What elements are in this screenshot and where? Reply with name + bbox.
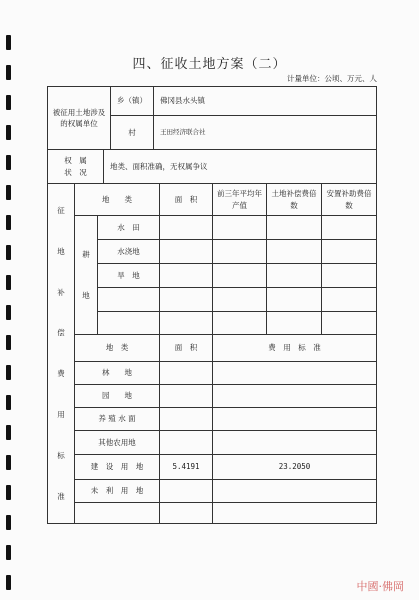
fee-cell <box>212 502 377 524</box>
row-label: 水 田 <box>117 222 140 232</box>
owner-label-cell <box>47 86 111 150</box>
table-cell <box>321 287 377 312</box>
vertical-char: 地 <box>57 246 65 256</box>
ownership-label-cell <box>47 149 104 184</box>
vertical-char: 用 <box>57 410 65 420</box>
table-cell <box>266 311 322 335</box>
header-resettlement-subsidy <box>321 183 377 216</box>
town-label-cell <box>110 86 154 116</box>
binder-holes <box>2 0 12 600</box>
binder-hole <box>6 515 11 530</box>
area-value: 5.4191 <box>172 462 200 472</box>
table-cell <box>212 311 267 335</box>
fee-cell <box>212 361 377 385</box>
other-header-area <box>159 334 213 362</box>
owner-label: 被征用土地涉及的权属单位 <box>52 107 106 128</box>
header-area <box>159 183 213 216</box>
cultivated-land-label <box>74 215 98 335</box>
row-label: 未 利 用 地 <box>90 486 144 496</box>
village-label-cell <box>110 115 154 150</box>
table-cell <box>266 239 322 264</box>
table-cell <box>159 311 213 335</box>
other-header-fee-standard-label: 费 用 标 准 <box>268 343 321 353</box>
binder-hole <box>6 545 11 560</box>
table-row <box>74 384 160 408</box>
table-cell <box>321 263 377 288</box>
other-header-area-label: 面 积 <box>174 343 198 353</box>
table-row <box>74 361 160 385</box>
table-row <box>97 263 160 288</box>
binder-hole <box>6 575 11 590</box>
table-row <box>74 502 160 524</box>
vertical-char: 标 <box>57 451 65 461</box>
table-cell <box>321 311 377 335</box>
table-cell <box>266 263 322 288</box>
vertical-char: 征 <box>57 205 65 215</box>
page-title: 四、征收土地方案（二） <box>132 57 287 72</box>
binder-hole <box>6 395 11 410</box>
binder-hole <box>6 155 11 170</box>
table-row <box>74 407 160 431</box>
table-cell <box>159 287 213 312</box>
row-label: 建 设 用 地 <box>90 462 144 472</box>
row-label: 养 殖 水 面 <box>98 414 136 424</box>
town-label: 乡（镇） <box>117 96 147 106</box>
header-land-type <box>74 183 160 216</box>
binder-hole <box>6 305 11 320</box>
unit-note: 计量单位：公顷、万元、人 <box>287 74 377 83</box>
table-cell <box>159 263 213 288</box>
fee-cell <box>212 479 377 503</box>
area-cell <box>159 454 213 480</box>
binder-hole <box>6 425 11 440</box>
compensation-standard-label <box>47 183 75 524</box>
other-header-fee-standard <box>212 334 377 362</box>
binder-hole <box>6 35 11 50</box>
area-cell <box>159 384 213 408</box>
table-row <box>74 454 160 480</box>
table-row <box>97 239 160 264</box>
header-annual-output-label: 前三年平均年产值 <box>217 189 262 210</box>
area-cell <box>159 502 213 524</box>
vertical-char: 补 <box>57 287 65 297</box>
table-cell <box>212 287 267 312</box>
village-label: 村 <box>128 127 136 137</box>
binder-hole <box>6 185 11 200</box>
table-row <box>97 311 160 335</box>
table-cell <box>321 215 377 240</box>
fee-cell <box>212 454 377 480</box>
binder-hole <box>6 245 11 260</box>
binder-hole <box>6 275 11 290</box>
table-cell <box>159 215 213 240</box>
vertical-char: 费 <box>57 369 65 379</box>
table-cell <box>212 239 267 264</box>
other-header-land-type <box>74 334 160 362</box>
header-area-label: 面 积 <box>174 194 198 204</box>
row-label: 水浇地 <box>117 246 140 256</box>
row-label: 园 地 <box>102 391 132 401</box>
village-value-cell <box>153 115 377 150</box>
town-value-cell <box>153 86 377 116</box>
header-resettlement-subsidy-label: 安置补助费倍 数 <box>326 189 379 210</box>
fee-cell <box>212 407 377 431</box>
row-label: 其他农用地 <box>98 437 136 447</box>
binder-hole <box>6 485 11 500</box>
header-land-compensation <box>266 183 322 216</box>
ownership-label-bottom: 状 况 <box>64 167 87 177</box>
table-cell <box>159 239 213 264</box>
header-land-compensation-label: 土地补偿费倍 数 <box>271 189 324 210</box>
ownership-value: 地类、面积准确，无权属争议 <box>110 161 208 171</box>
ownership-label-top: 权 属 <box>64 156 87 166</box>
table-cell <box>212 215 267 240</box>
header-annual-output <box>212 183 267 216</box>
table-row <box>97 215 160 240</box>
area-cell <box>159 479 213 503</box>
fee-value: 23.2050 <box>278 462 311 472</box>
area-cell <box>159 407 213 431</box>
area-cell <box>159 430 213 455</box>
binder-hole <box>6 335 11 350</box>
table-cell <box>212 263 267 288</box>
binder-hole <box>6 365 11 380</box>
table-cell <box>266 287 322 312</box>
table-row <box>74 430 160 455</box>
vertical-char: 偿 <box>57 328 65 338</box>
vertical-char: 准 <box>57 491 65 501</box>
area-cell <box>159 361 213 385</box>
fee-cell <box>212 384 377 408</box>
watermark-logo: 中國·佛岡 <box>356 580 404 593</box>
binder-hole <box>6 125 11 140</box>
cultivated-char: 地 <box>82 290 90 300</box>
other-header-land-type-label: 地 类 <box>105 343 129 353</box>
table-row <box>74 479 160 503</box>
ownership-value-cell <box>103 149 377 184</box>
header-land-type-label: 地 类 <box>102 194 132 204</box>
binder-hole <box>6 215 11 230</box>
fee-cell <box>212 430 377 455</box>
table-row <box>97 287 160 312</box>
table-cell <box>266 215 322 240</box>
row-label: 林 地 <box>102 368 132 378</box>
binder-hole <box>6 95 11 110</box>
table-cell <box>321 239 377 264</box>
cultivated-char: 耕 <box>82 249 90 259</box>
binder-hole <box>6 455 11 470</box>
town-value: 佛冈县水头镇 <box>160 96 205 106</box>
row-label: 旱 地 <box>117 270 140 280</box>
village-value: 王田经济联合社 <box>160 127 206 136</box>
